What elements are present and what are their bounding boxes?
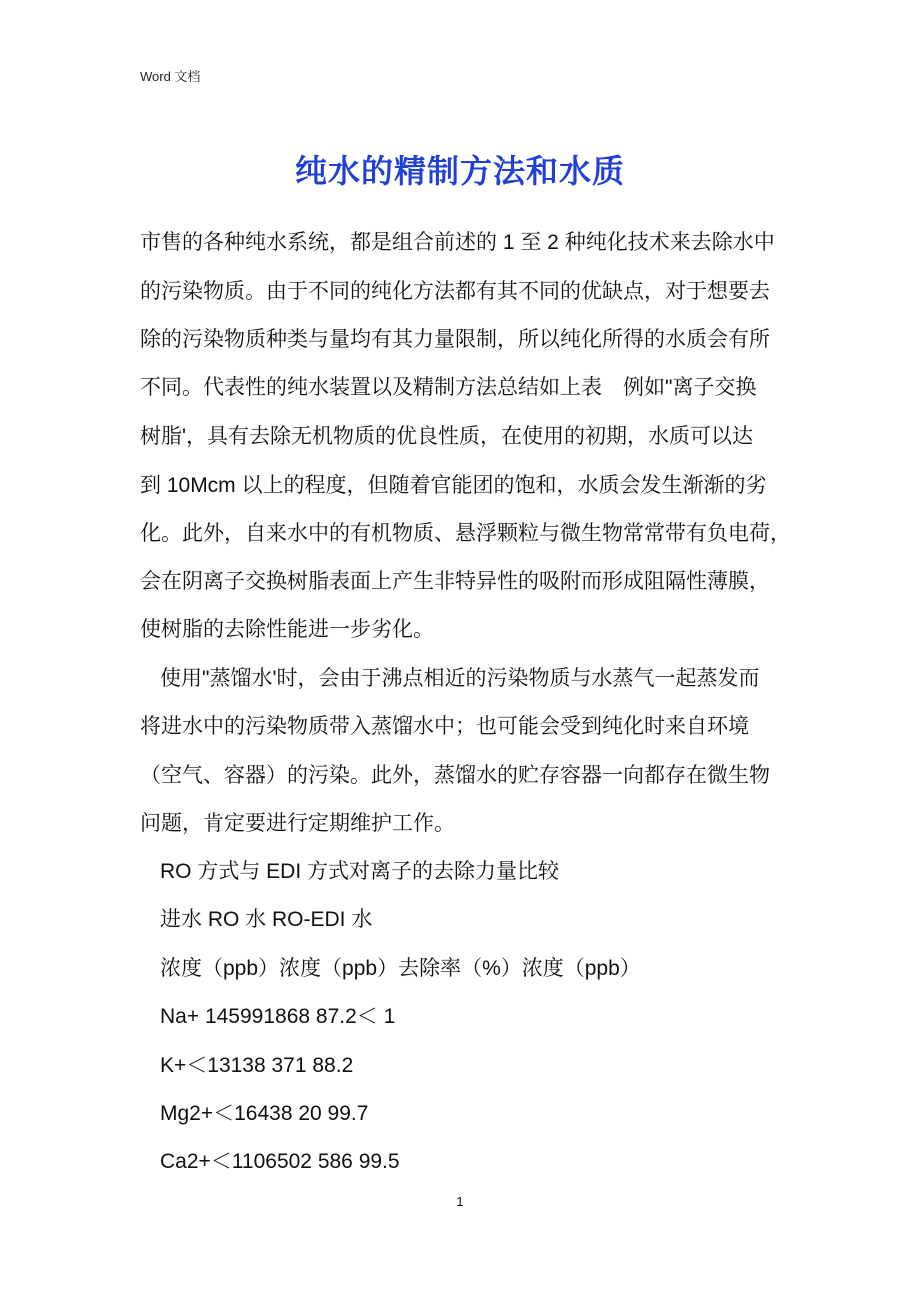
paragraph-line: 使树脂的去除性能进一步劣化。 — [140, 618, 434, 641]
table-row: Na+ 145991868 87.2＜ 1 — [160, 1005, 396, 1028]
table-caption: RO 方式与 EDI 方式对离子的去除力量比较 — [160, 860, 560, 883]
paragraph-line: 不同。代表性的纯水装置以及精制方法总结如上表 例如"离子交换 — [140, 376, 757, 399]
document-title: 纯水的精制方法和水质 — [294, 153, 625, 189]
table-header-line: 进水 RO 水 RO-EDI 水 — [160, 908, 373, 931]
table-row: K+＜13138 371 88.2 — [160, 1054, 354, 1077]
paragraph-line: （空气、容器）的污染。此外，蒸馏水的贮存容器一向都存在微生物 — [140, 764, 770, 787]
paragraph-line: 的污染物质。由于不同的纯化方法都有其不同的优缺点，对于想要去 — [140, 280, 770, 303]
paragraph-line: 化。此外，自来水中的有机物质、悬浮颗粒与微生物常常带有负电荷， — [140, 522, 791, 545]
paragraph-line: 问题，肯定要进行定期维护工作。 — [140, 812, 455, 835]
paragraph-line: 到 10Mcm 以上的程度，但随着官能团的饱和，水质会发生渐渐的劣 — [140, 474, 767, 497]
page-number: 1 — [456, 1194, 464, 1209]
paragraph-line: 市售的各种纯水系统，都是组合前述的 1 至 2 种纯化技术来去除水中 — [140, 231, 775, 254]
table-header-line: 浓度（ppb）浓度（ppb）去除率（%）浓度（ppb） — [160, 957, 641, 980]
paragraph-line: 会在阴离子交换树脂表面上产生非特异性的吸附而形成阻隔性薄膜， — [140, 570, 770, 593]
paragraph-line: 树脂'，具有去除无机物质的优良性质，在使用的初期，水质可以达 — [140, 425, 754, 448]
table-row: Mg2+＜16438 20 99.7 — [160, 1102, 369, 1125]
paragraph-line: 除的污染物质种类与量均有其力量限制，所以纯化所得的水质会有所 — [140, 328, 770, 351]
page-header: Word 文档 — [140, 69, 201, 84]
table-row: Ca2+＜1106502 586 99.5 — [160, 1150, 400, 1173]
paragraph-line: 使用"蒸馏水'时，会由于沸点相近的污染物质与水蒸气一起蒸发而 — [160, 667, 760, 690]
paragraph-line: 将进水中的污染物质带入蒸馏水中；也可能会受到纯化时来自环境 — [140, 715, 749, 738]
